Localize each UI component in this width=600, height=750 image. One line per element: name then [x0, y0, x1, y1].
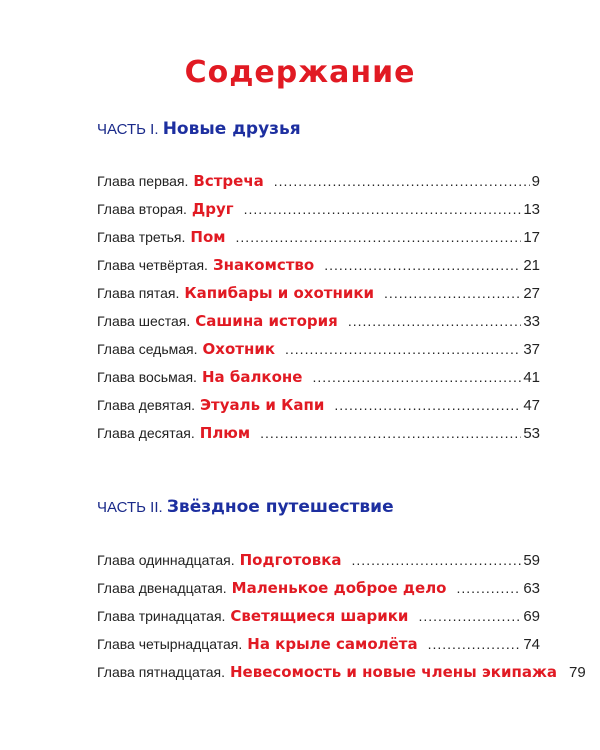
page-number: 53: [523, 425, 540, 442]
page-number: 69: [523, 608, 540, 625]
chapter-title: Сашина история: [195, 312, 338, 330]
page-title: Содержание: [184, 55, 416, 90]
chapter-number: Глава пятая.: [97, 285, 180, 301]
toc-row[interactable]: [97, 396, 540, 418]
toc-row[interactable]: [97, 228, 540, 250]
chapter-title: Друг: [191, 200, 234, 218]
toc-row[interactable]: [97, 551, 540, 573]
chapter-title: Маленькое доброе дело: [231, 579, 447, 597]
chapter-number: Глава тринадцатая.: [97, 608, 226, 624]
page-number: 79: [569, 664, 586, 681]
chapter-number: Глава десятая.: [97, 425, 195, 441]
leader-dots: [274, 173, 530, 189]
chapter-title: Светящиеся шарики: [230, 607, 409, 625]
leader-dots: [324, 257, 521, 273]
chapter-title: Знакомство: [212, 256, 315, 274]
part-2-heading: [97, 497, 394, 517]
chapter-title: Встреча: [193, 172, 264, 190]
leader-dots: [352, 552, 522, 568]
toc-row[interactable]: [97, 424, 540, 446]
toc-row[interactable]: [97, 284, 540, 306]
chapter-title: Этуаль и Капи: [200, 396, 325, 414]
leader-dots: [418, 608, 521, 624]
leader-dots: [312, 369, 521, 385]
page-number: 9: [531, 173, 540, 190]
leader-dots: [260, 425, 521, 441]
chapter-number: Глава двенадцатая.: [97, 580, 227, 596]
chapter-number: Глава первая.: [97, 173, 189, 189]
chapter-number: Глава вторая.: [97, 201, 187, 217]
toc-row[interactable]: [97, 368, 540, 390]
chapter-title: Пом: [190, 228, 226, 246]
page-number: 59: [523, 552, 540, 569]
leader-dots: [384, 285, 521, 301]
chapter-number: Глава восьмая.: [97, 369, 197, 385]
part-label: ЧАСТЬ II.: [97, 499, 163, 516]
toc-row[interactable]: [97, 172, 540, 194]
chapter-number: Глава четырнадцатая.: [97, 636, 243, 652]
page-number: 74: [523, 636, 540, 653]
toc-row[interactable]: [97, 579, 540, 601]
chapter-number: Глава четвёртая.: [97, 257, 208, 273]
toc-row[interactable]: [97, 256, 540, 278]
toc-row[interactable]: [97, 607, 540, 629]
chapter-title: Капибары и охотники: [184, 284, 375, 302]
page-number: 33: [523, 313, 540, 330]
toc-row[interactable]: [97, 200, 540, 222]
toc-row[interactable]: [97, 312, 540, 334]
part-1-heading: [97, 119, 301, 139]
part-label: ЧАСТЬ I.: [97, 121, 159, 138]
leader-dots: [334, 397, 521, 413]
chapter-number: Глава одиннадцатая.: [97, 552, 235, 568]
page-number: 47: [523, 397, 540, 414]
page-number: 13: [523, 201, 540, 218]
leader-dots: [348, 313, 522, 329]
chapter-number: Глава девятая.: [97, 397, 196, 413]
page-number: 41: [523, 369, 540, 386]
page-number: 17: [523, 229, 540, 246]
leader-dots: [285, 341, 521, 357]
leader-dots: [236, 229, 522, 245]
page-number: 21: [523, 257, 540, 274]
toc-row[interactable]: [97, 663, 586, 685]
chapter-number: Глава третья.: [97, 229, 186, 245]
page-number: 63: [523, 580, 540, 597]
page-number: 27: [523, 285, 540, 302]
leader-dots: [428, 636, 522, 652]
chapter-title: Охотник: [202, 340, 276, 358]
chapter-title: На балконе: [201, 368, 303, 386]
chapter-title: Плюм: [199, 424, 251, 442]
chapter-title: Невесомость и новые члены экипажа: [229, 663, 558, 681]
leader-dots: [457, 580, 522, 596]
chapter-number: Глава шестая.: [97, 313, 191, 329]
chapter-number: Глава седьмая.: [97, 341, 198, 357]
chapter-number: Глава пятнадцатая.: [97, 664, 225, 680]
chapter-title: На крыле самолёта: [247, 635, 418, 653]
part-name: Новые друзья: [162, 119, 301, 139]
page-number: 37: [523, 341, 540, 358]
part-name: Звёздное путешествие: [166, 497, 394, 517]
chapter-title: Подготовка: [239, 551, 342, 569]
toc-row[interactable]: [97, 635, 540, 657]
leader-dots: [244, 201, 522, 217]
toc-row[interactable]: [97, 340, 540, 362]
